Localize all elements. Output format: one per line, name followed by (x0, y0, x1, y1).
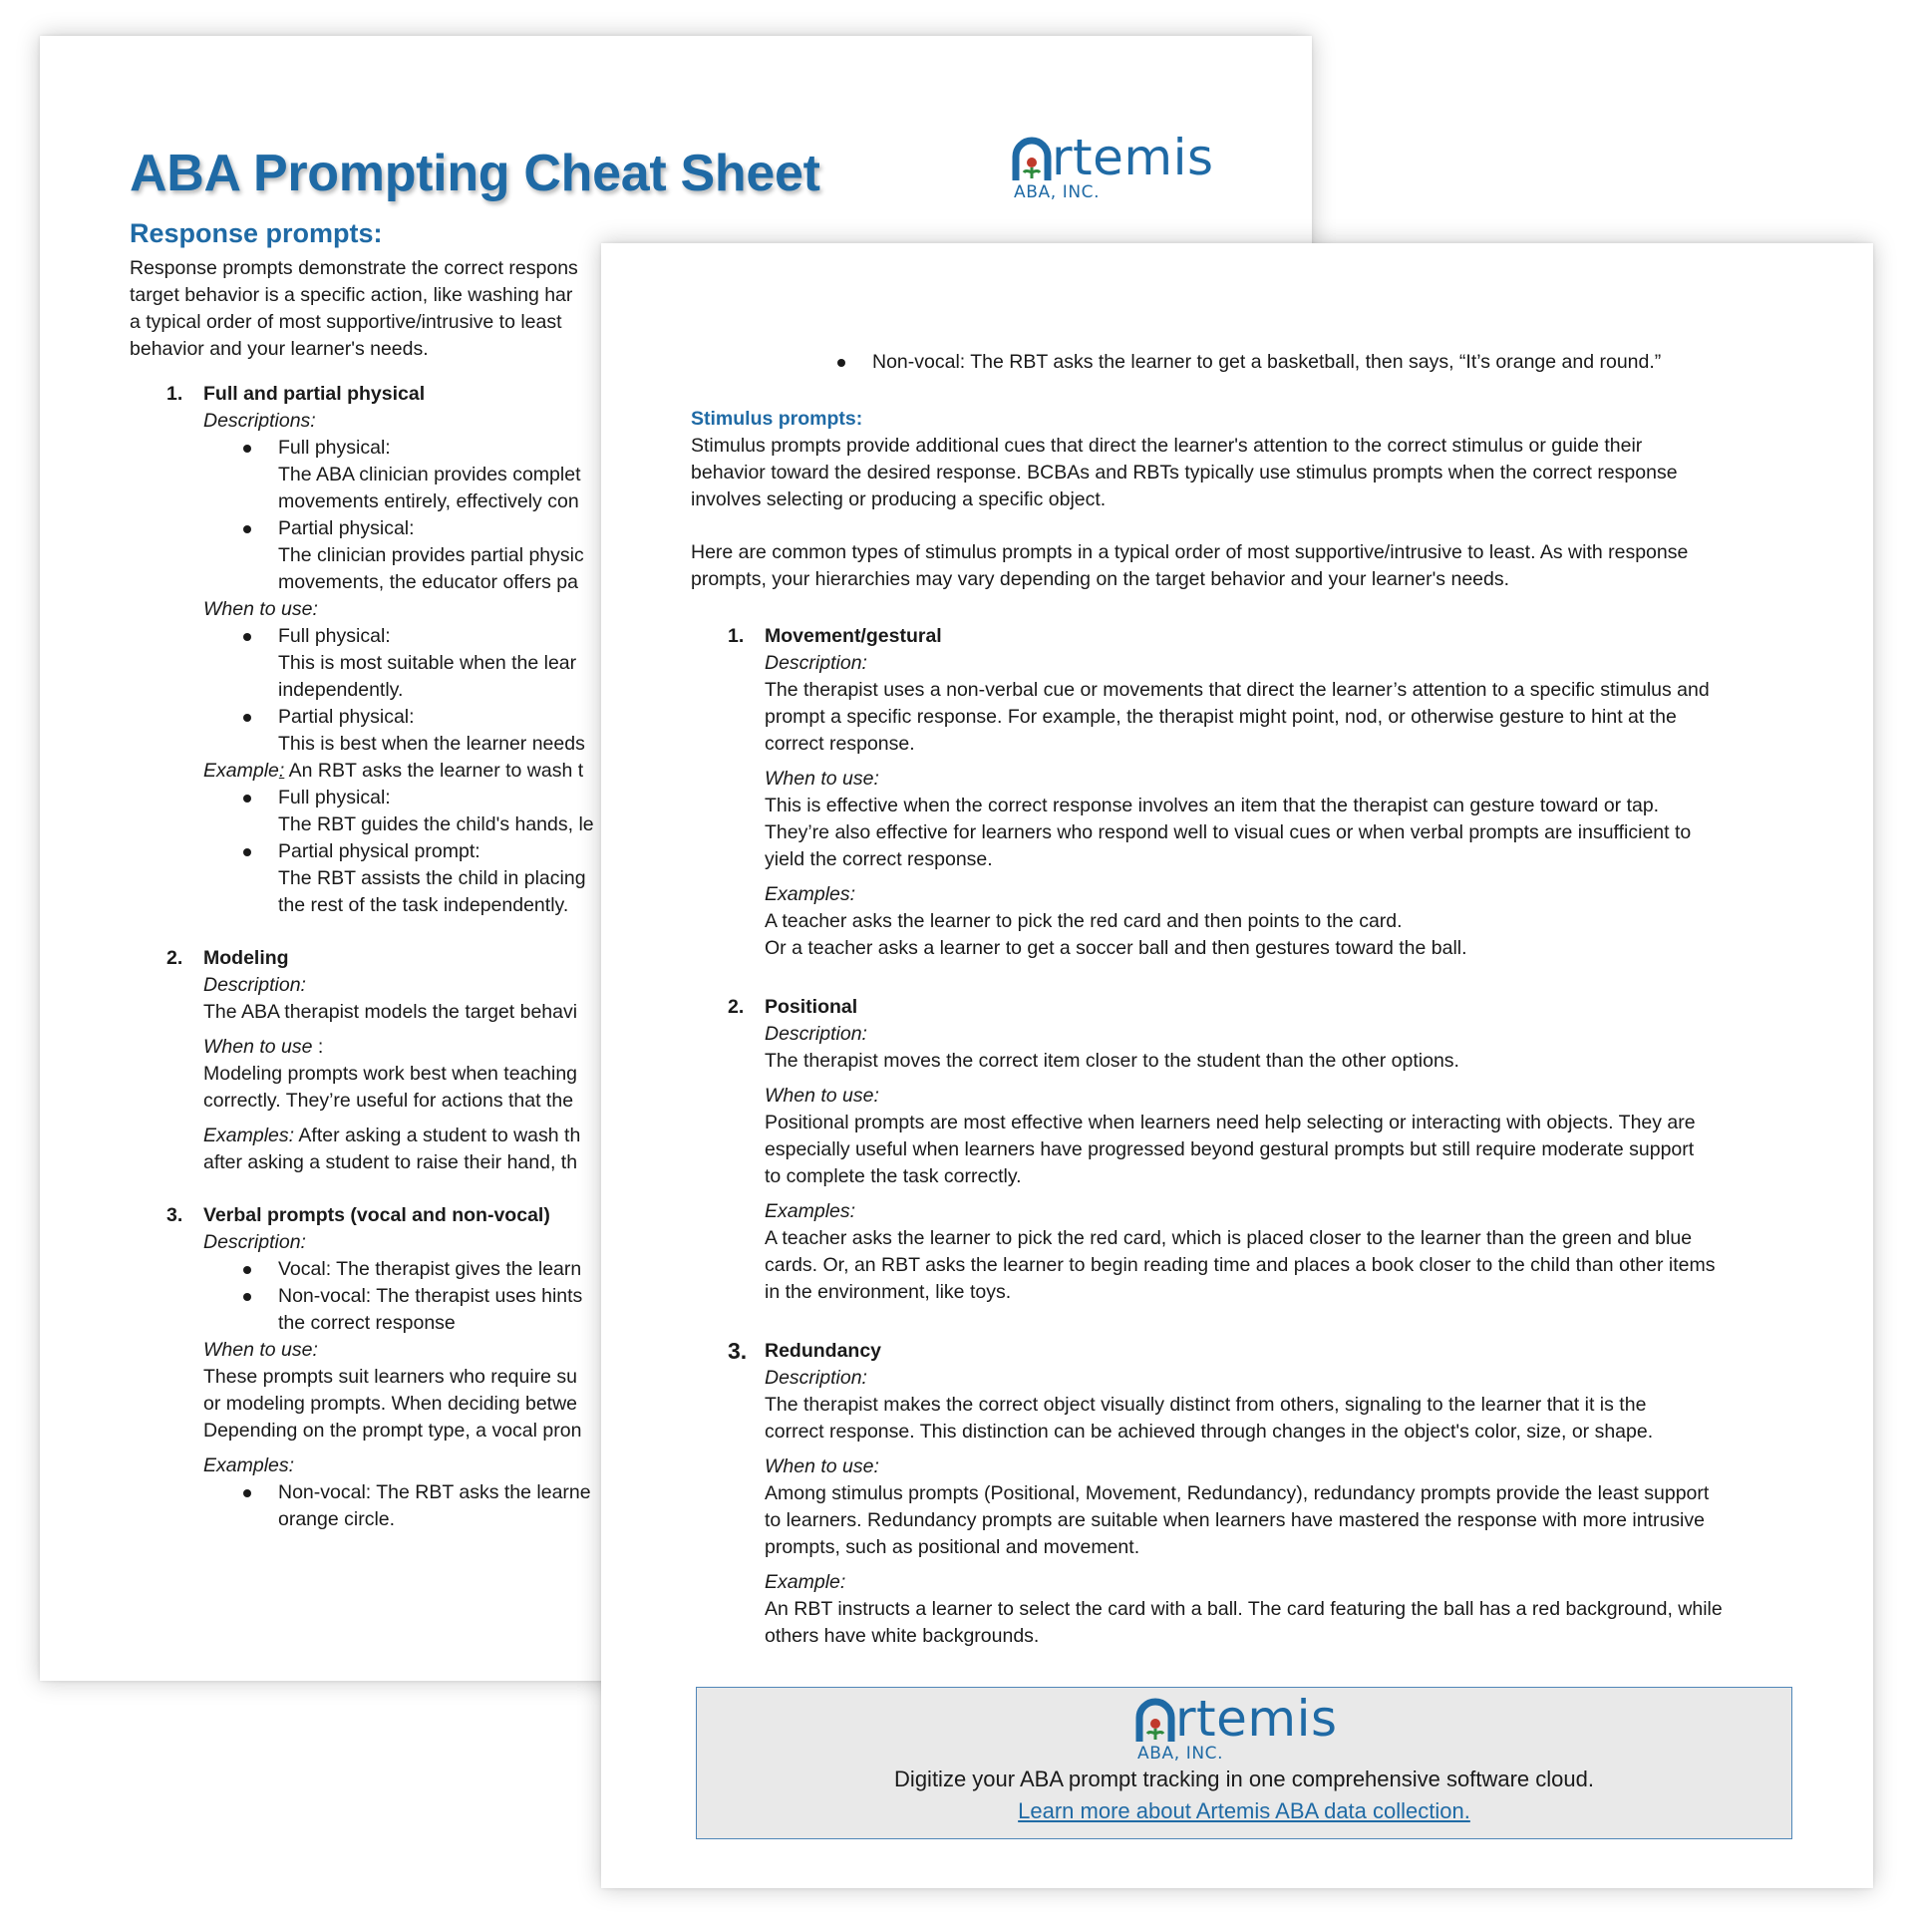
intro-line: behavior toward the desired response. BCBAs and RBTs typically use stimulus prompts when the correct response (691, 462, 1678, 483)
intro-line: target behavior is a specific action, like washing har (130, 284, 573, 306)
item-number: 2. (728, 996, 745, 1018)
bullet-head: Full physical: (278, 437, 391, 459)
learn-more-link[interactable]: Learn more about Artemis ABA data collection. (1018, 1798, 1470, 1823)
when-text: Depending on the prompt type, a vocal pron (203, 1420, 582, 1442)
when-text: especially useful when learners have progressed beyond gestural prompts but still require moderate support (765, 1138, 1695, 1160)
item-number: 1. (728, 625, 745, 647)
bullet-line: the rest of the task independently. (278, 894, 569, 916)
example-colon: : (278, 760, 285, 782)
description-text: correct response. (765, 733, 915, 755)
list-item (728, 623, 1797, 962)
description-label: Description: (203, 1231, 306, 1253)
intro-line: Here are common types of stimulus prompts in a typical order of most supportive/intrusive to least. As with response (691, 541, 1689, 563)
cheat-sheet-page-2 (601, 243, 1873, 1888)
logo-wordmark: rtemis (1052, 129, 1214, 186)
intro-line: involves selecting or producing a specific object. (691, 488, 1107, 510)
examples-label: Examples: (765, 883, 856, 905)
item-title: Movement/gestural (765, 625, 942, 647)
intro-line: prompts, your hierarchies may vary depending on the target behavior and your learner's needs. (691, 568, 1510, 590)
logo-wordmark: rtemis (1175, 1690, 1338, 1748)
artemis-logo (1012, 131, 1214, 202)
when-text: correctly. They’re useful for actions that the (203, 1090, 574, 1112)
stimulus-prompt-list (691, 623, 1797, 1650)
bullet-head: Partial physical: (278, 706, 415, 728)
when-label: When to use (203, 1036, 313, 1058)
when-suffix: : (312, 1036, 324, 1058)
when-text: Modeling prompts work best when teaching (203, 1063, 578, 1085)
intro-line: behavior and your learner's needs. (130, 338, 429, 360)
item-title: Positional (765, 996, 858, 1018)
description-label: Description: (765, 1367, 867, 1389)
examples-text: A teacher asks the learner to pick the red card and then points to the card. (765, 910, 1403, 932)
when-text: Positional prompts are most effective when learners need help selecting or interacting with objects. They are (765, 1112, 1696, 1133)
document-title: ABA Prompting Cheat Sheet (130, 145, 820, 202)
when-label: When to use: (203, 598, 318, 620)
bullet-line: This is most suitable when the lear (278, 652, 577, 674)
bullet-line: the correct response (278, 1312, 456, 1334)
logo-subtitle: ABA, INC. (1137, 1744, 1224, 1764)
examples-text: After asking a student to wash th (294, 1125, 581, 1146)
examples-text: A teacher asks the learner to pick the red card, which is placed closer to the learner than the green and blue (765, 1227, 1693, 1249)
examples-label: Examples: (203, 1125, 295, 1146)
intro-line: a typical order of most supportive/intrusive to least (130, 311, 562, 333)
description-text: The therapist makes the correct object visually distinct from others, signaling to the learner that it is the (765, 1394, 1647, 1416)
examples-text: cards. Or, an RBT asks the learner to begin reading time and places a book closer to the child than other items (765, 1254, 1716, 1276)
example-label: Example: (765, 1571, 846, 1593)
response-prompts-heading: Response prompts: (130, 218, 383, 248)
bullet-head: Full physical: (278, 625, 391, 647)
bullet-head: Full physical: (278, 787, 391, 808)
bullet-line: Non-vocal: The therapist uses hints (278, 1285, 583, 1307)
examples-label: Examples: (203, 1454, 295, 1476)
when-text: prompts, such as positional and movement. (765, 1536, 1140, 1558)
description-label: Description: (765, 652, 867, 674)
bullet-line: The RBT guides the child's hands, le (278, 813, 594, 835)
intro-line: Response prompts demonstrate the correct respons (130, 257, 578, 279)
item-title: Verbal prompts (vocal and non-vocal) (203, 1204, 550, 1226)
when-text: to complete the task correctly. (765, 1165, 1022, 1187)
when-text: This is effective when the correct response involves an item that the therapist can gesture toward or tap. (765, 795, 1660, 816)
description-text: prompt a specific response. For example, the therapist might point, nod, or otherwise gesture to hint at the (765, 706, 1677, 728)
bullet-line: The ABA clinician provides complet (278, 464, 581, 485)
bullet-list (691, 349, 1797, 376)
description-label: Descriptions: (203, 410, 316, 432)
item-number: 2. (166, 947, 183, 969)
item-title: Modeling (203, 947, 289, 969)
bullet-line: Non-vocal: The RBT asks the learne (278, 1481, 591, 1503)
bullet-head: Partial physical: (278, 517, 415, 539)
examples-text: in the environment, like toys. (765, 1281, 1012, 1303)
item-title: Full and partial physical (203, 383, 426, 405)
when-label: When to use: (765, 768, 879, 790)
description-text: The therapist moves the correct item closer to the student than the other options. (765, 1050, 1459, 1072)
bullet-line: orange circle. (278, 1508, 396, 1530)
example-text: An RBT instructs a learner to select the card with a ball. The card featuring the ball has a red background, while (765, 1598, 1723, 1620)
bullet-head: Partial physical prompt: (278, 840, 480, 862)
list-item (728, 994, 1797, 1306)
bullet-item: Non-vocal: The RBT asks the learner to get a basketball, then says, “It’s orange and round.” (872, 349, 1797, 376)
cta-box (696, 1687, 1792, 1839)
logo-subtitle: ABA, INC. (1014, 182, 1101, 202)
bullet-line: The RBT assists the child in placing (278, 867, 586, 889)
when-text: These prompts suit learners who require su (203, 1366, 578, 1388)
bullet-line: independently. (278, 679, 404, 701)
when-text: or modeling prompts. When deciding betwe (203, 1393, 578, 1415)
examples-text: after asking a student to raise their hand, th (203, 1151, 578, 1173)
description-label: Description: (765, 1023, 867, 1045)
bullet-line: The clinician provides partial physic (278, 544, 584, 566)
when-label: When to use: (765, 1085, 879, 1107)
intro-line: Stimulus prompts provide additional cues that direct the learner's attention to the correct stimulus or guide their (691, 435, 1643, 457)
description-text: The ABA therapist models the target behavi (203, 1001, 578, 1023)
when-text: to learners. Redundancy prompts are suitable when learners have mastered the response with more intrusive (765, 1509, 1705, 1531)
item-number: 3. (166, 1204, 183, 1226)
item-number: 1. (166, 383, 183, 405)
example-text: An RBT asks the learner to wash t (284, 760, 584, 782)
examples-text: Or a teacher asks a learner to get a soccer ball and then gestures toward the ball. (765, 937, 1467, 959)
description-label: Description: (203, 974, 306, 996)
example-label: Example (203, 760, 279, 782)
when-text: They’re also effective for learners who respond well to visual cues or when verbal prompts are insufficient to (765, 821, 1692, 843)
bullet-line: Vocal: The therapist gives the learn (278, 1258, 582, 1280)
when-label: When to use: (765, 1455, 879, 1477)
page2-body (691, 349, 1797, 1676)
description-text: correct response. This distinction can be achieved through changes in the object's color, size, or shape. (765, 1421, 1654, 1443)
artemis-logo (1135, 1692, 1338, 1764)
item-number: 3. (728, 1338, 748, 1364)
examples-label: Examples: (765, 1200, 856, 1222)
item-title: Redundancy (765, 1340, 882, 1362)
bullet-line: movements, the educator offers pa (278, 571, 578, 593)
when-text: Among stimulus prompts (Positional, Movement, Redundancy), redundancy prompts provide the least support (765, 1482, 1710, 1504)
list-item (728, 1338, 1797, 1650)
stimulus-prompts-heading: Stimulus prompts: (691, 408, 863, 430)
description-text: The therapist uses a non-verbal cue or movements that direct the learner’s attention to a specific stimulus and (765, 679, 1710, 701)
logo-a-arch-icon (1135, 1692, 1175, 1744)
when-text: yield the correct response. (765, 848, 993, 870)
bullet-line: This is best when the learner needs (278, 733, 585, 755)
cta-tagline: Digitize your ABA prompt tracking in one comprehensive software cloud. (894, 1767, 1594, 1791)
when-label: When to use: (203, 1339, 318, 1361)
bullet-line: movements entirely, effectively con (278, 490, 579, 512)
example-text: others have white backgrounds. (765, 1625, 1040, 1647)
logo-a-arch-icon (1012, 131, 1052, 182)
